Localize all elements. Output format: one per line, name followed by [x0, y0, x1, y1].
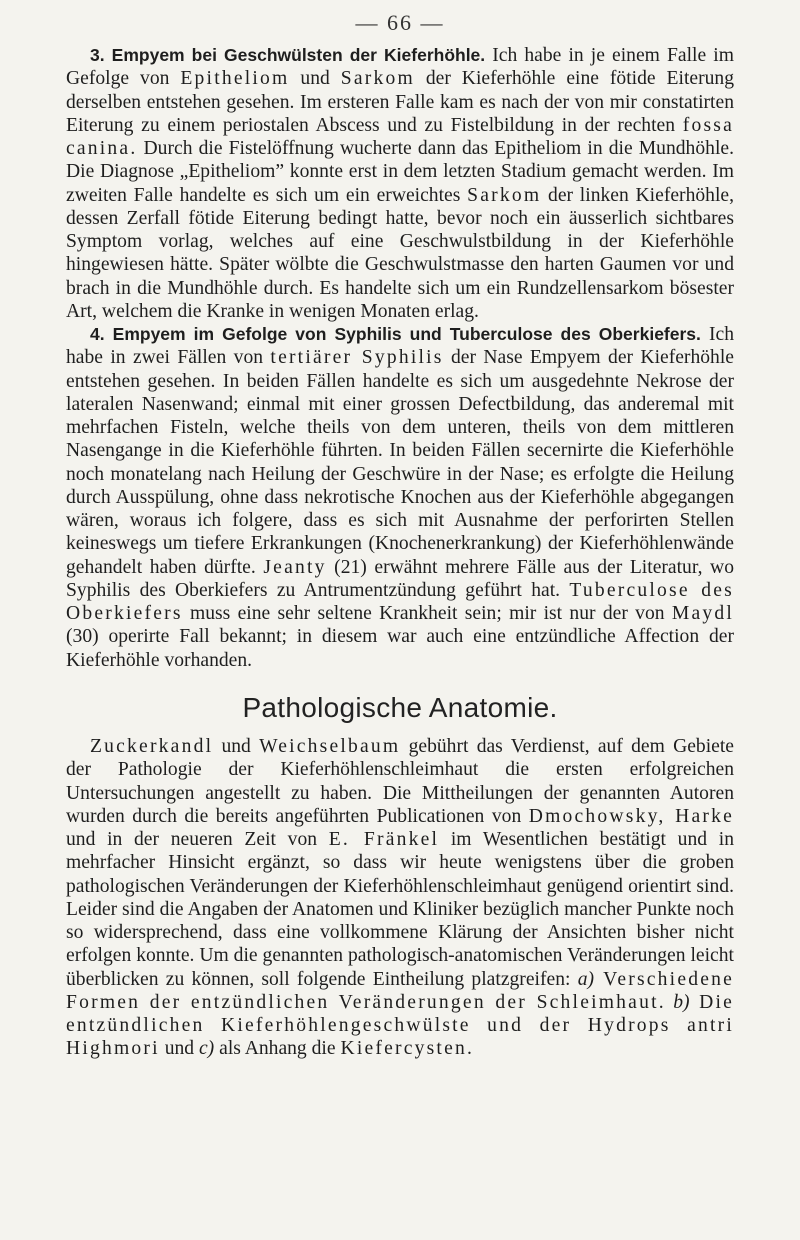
emphasis-run: Verschiedene Formen der entzündlichen Veränderungen der Schleimhaut. [66, 968, 735, 1013]
emphasis-run: Tuberculose des Oberkiefers [66, 579, 734, 624]
text-run: muss eine sehr seltene Krankheit sein; mir ist nur der von [182, 603, 672, 624]
paragraph-syphilis-tuberculose [66, 323, 734, 672]
list-marker: b) [673, 991, 690, 1013]
emphasis-run: tertiärer Syphilis [270, 347, 444, 369]
emphasis-run: Dmochowsky, Harke [528, 805, 734, 827]
list-marker: a) [577, 968, 595, 990]
text-run: der linken Kieferhöhle, dessen Zerfall fötide Eiterung bedingt hatte, bevor noch ein äusserlich sichtbares Symptom vorlag, welches auf eine Geschwulstbildung in der Kieferhöhle hingewiesen hätte. Später wölbte die Geschwulstmasse den harten Gaumen vor und brach in die Mundhöhle durch. Es handelte sich um ein Rundzellensarkom bösester Art, welchem die Kranke in wenigen Monaten erlag. [66, 184, 734, 322]
section-lead-3: 3. Empyem bei Geschwülsten der Kieferhöhle. [90, 45, 486, 65]
text-run: (30) operirte Fall bekannt; in diesem war auch eine entzündliche Affection der Kieferhöhle vorhanden. [66, 626, 734, 671]
emphasis-run: Sarkom [467, 184, 542, 206]
text-run: (21) erwähnt mehrere Fälle aus der Literatur, wo Syphilis des Oberkiefers zu Antrumentzündung geführt hat. [66, 556, 735, 601]
page-number: — 66 — [355, 10, 445, 35]
section-heading: Pathologische Anatomie. [242, 691, 558, 723]
emphasis-run: E. Fränkel [328, 829, 440, 850]
emphasis-run: Maydl [671, 603, 734, 624]
section-lead-4: 4. Empyem im Gefolge von Syphilis und Tuberculose des Oberkiefers. [90, 324, 701, 344]
text-run: der Kieferhöhle eine fötide Eiterung derselben entstehen gesehen. Im ersteren Falle kam es nach der von mir constatirten Eiterung zu einem periostalen Abscess und zu Fistelbildung in der rechten [66, 68, 735, 136]
emphasis-run: Kiefercysten. [340, 1038, 475, 1060]
text-run: und [213, 736, 260, 757]
emphasis-run: fossa canina. [66, 114, 734, 159]
emphasis-run: Weichselbaum [259, 736, 401, 757]
text-run: gebührt das Verdienst, auf dem Gebiete der Pathologie der Kieferhöhlenschleimhaut die ersten erfolgreichen Untersuchungen angestellt zu haben. Die Mittheilungen der genannten Autoren wurden durch die bereits angeführten Publicationen von [66, 736, 734, 827]
emphasis-run: Sarkom [340, 68, 415, 90]
emphasis-run: Epitheliom [180, 68, 290, 90]
text-run: im Wesentlichen bestätigt und in mehrfacher Hinsicht ergänzt, so dass wir heute wenigstens über die groben pathologischen Veränderungen der Kieferhöhlenschleimhaut genügend orientirt sind. Leider sind die Angaben der Anatomen und Kliniker bezüglich mancher Punkte noch so widersprechend, dass eine vollkommene Klärung der Ansichten bisher nicht erfolgen konnte. Um die genannten pathologisch-anatomischen Veränderungen leicht überblicken zu können, soll folgende Eintheilung platzgreifen: [66, 829, 735, 990]
text-run: und [289, 68, 341, 90]
body-text [66, 44, 734, 1061]
emphasis-run: Zuckerkandl [90, 736, 214, 757]
text-run: der Nase Empyem der Kieferhöhle entstehen gesehen. In beiden Fällen handelte es sich um ausgedehnte Nekrose der lateralen Nasenwand; einmal mit einer grossen Defectbildung, das anderemal mit mehrfachen Fisteln, welche theils von dem unteren, theils von dem mittleren Nasengange in die Kieferhöhle führten. In beiden Fällen secernirte die Kieferhöhle noch monatelang nach Heilung der Geschwüre in der Nase; es erfolgte die Heilung durch Ausspülung, ohne dass nekrotische Knochen aus der Kieferhöhle abgegangen wären, woraus ich folgere, dass es sich mit Ausnahme der perforirten Stellen keineswegs um tiefere Erkrankungen (Knochenerkrankung) der Kieferhöhlenwände gehandelt haben dürfte. [66, 347, 734, 578]
text-run: und [159, 1038, 199, 1060]
emphasis-run: Die entzündlichen Kieferhöhlengeschwülste und der Hydrops antri Highmori [66, 991, 734, 1060]
text-run: Ich habe in je einem Falle im Gefolge von [66, 45, 734, 90]
paragraph-pathologische-anatomie [66, 735, 734, 1061]
text-run: Ich habe in zwei Fällen von [66, 324, 734, 369]
paragraph-empyem-geschwuelste [66, 44, 734, 323]
list-marker: c) [198, 1038, 215, 1060]
text-run: und in der neueren Zeit von [66, 829, 329, 850]
text-run: Durch die Fistelöffnung wucherte dann das Epitheliom in die Mundhöhle. Die Diagnose „Epitheliom” konnte erst in dem letzten Stadium gemacht werden. Im zweiten Falle handelte es sich um ein erweichtes [66, 138, 734, 206]
text-run: als Anhang die [214, 1038, 341, 1060]
emphasis-run: Jeanty [263, 556, 327, 578]
